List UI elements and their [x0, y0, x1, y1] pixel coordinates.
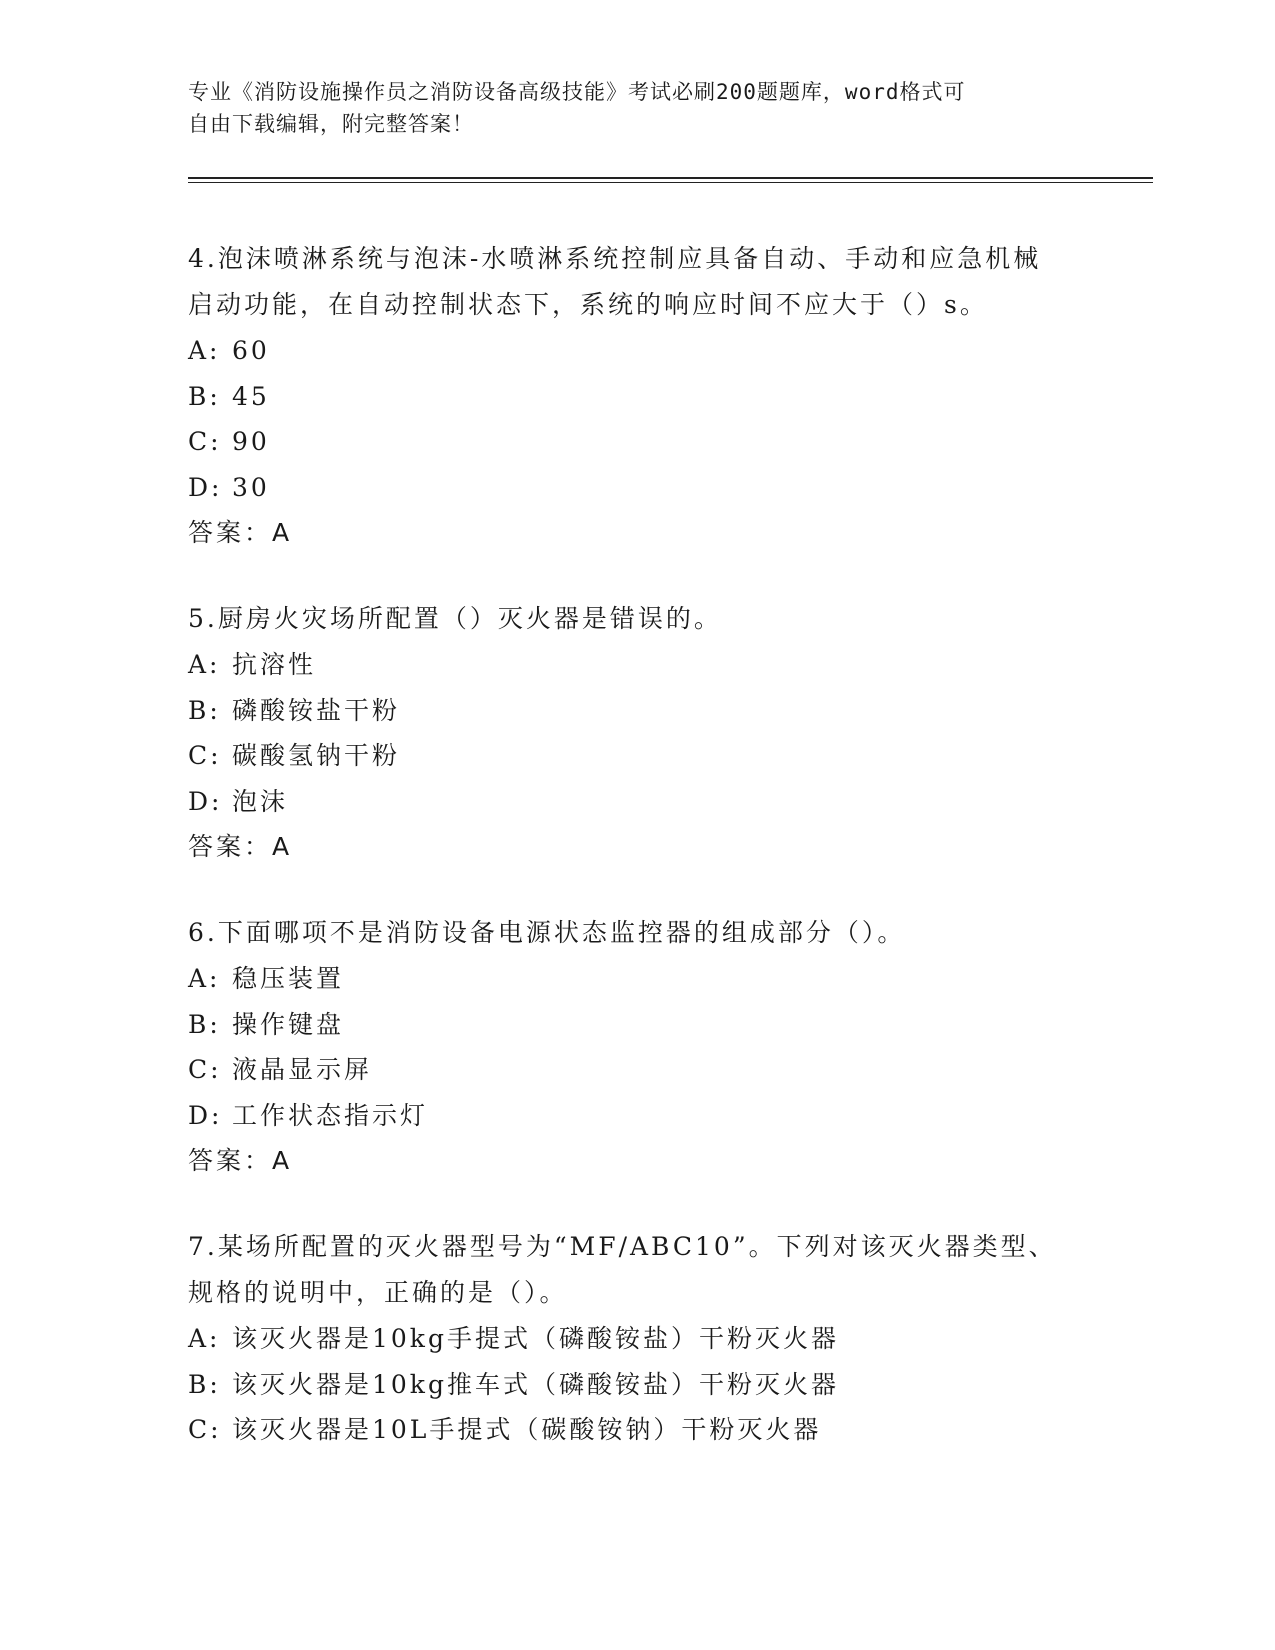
option-text: 90 — [232, 427, 270, 456]
option-a — [188, 328, 1108, 374]
option-text: 45 — [232, 381, 270, 411]
option-text: 泡沫 — [232, 786, 289, 816]
option-c — [188, 419, 1108, 465]
option-letter: C: — [188, 1055, 222, 1084]
question-text: 4.泡沫喷淋系统与泡沫-水喷淋系统控制应具备自动、手动和应急机械 — [188, 244, 1042, 273]
header-divider-thin — [188, 182, 1153, 183]
option-c — [188, 733, 1108, 779]
option-d — [188, 465, 1108, 511]
question-text-cont: 规格的说明中，正确的是（）。 — [188, 1278, 568, 1307]
option-b — [188, 1362, 1108, 1408]
option-text: 液晶显示屏 — [232, 1055, 373, 1084]
question-text: 7.某场所配置的灭火器型号为“MF/ABC10”。下列对该灭火器类型、 — [188, 1232, 1057, 1261]
option-letter: A: — [188, 336, 221, 365]
option-letter: B: — [188, 1009, 221, 1039]
question-text-cont: 启动功能，在自动控制状态下，系统的响应时间不应大于（）s。 — [188, 290, 988, 319]
option-a — [188, 1316, 1108, 1362]
option-b — [188, 688, 1108, 734]
option-text: 碳酸氢钠干粉 — [232, 741, 401, 770]
option-letter: C: — [188, 1415, 222, 1444]
option-letter: B: — [188, 695, 221, 725]
question-text: 5.厨房火灾场所配置（）灭火器是错误的。 — [188, 604, 722, 633]
header-line-1: 专业《消防设施操作员之消防设备高级技能》考试必刷200题题库，word格式可 — [188, 80, 966, 104]
option-text: 60 — [232, 336, 270, 365]
question-6 — [188, 910, 1108, 1184]
document-header — [188, 76, 1088, 140]
option-letter: D: — [188, 472, 223, 502]
option-d — [188, 779, 1108, 825]
header-divider-thick — [188, 177, 1153, 179]
option-letter: A: — [188, 1324, 221, 1353]
option-b — [188, 374, 1108, 420]
question-5 — [188, 596, 1108, 870]
question-7 — [188, 1224, 1108, 1453]
option-text: 磷酸铵盐干粉 — [232, 695, 401, 725]
answer: 答案：A — [188, 1146, 293, 1175]
option-text: 抗溶性 — [232, 650, 317, 679]
option-letter: C: — [188, 427, 222, 456]
option-c — [188, 1047, 1108, 1093]
option-letter: C: — [188, 741, 222, 770]
option-text: 操作键盘 — [232, 1009, 345, 1039]
option-a — [188, 956, 1108, 1002]
answer: 答案：A — [188, 518, 293, 547]
option-text: 该灭火器是10kg手提式（磷酸铵盐）干粉灭火器 — [232, 1324, 839, 1353]
option-b — [188, 1002, 1108, 1048]
option-letter: D: — [188, 786, 223, 816]
option-letter: B: — [188, 1369, 221, 1399]
option-letter: B: — [188, 381, 221, 411]
question-4 — [188, 236, 1108, 556]
option-a — [188, 642, 1108, 688]
answer: 答案：A — [188, 832, 293, 861]
header-line-2: 自由下载编辑，附完整答案！ — [188, 112, 474, 136]
option-letter: A: — [188, 650, 221, 679]
option-text: 工作状态指示灯 — [232, 1100, 429, 1130]
option-text: 稳压装置 — [232, 964, 345, 993]
option-text: 该灭火器是10kg推车式（磷酸铵盐）干粉灭火器 — [232, 1369, 839, 1399]
question-list — [188, 236, 1108, 1493]
option-c — [188, 1407, 1108, 1453]
option-letter: D: — [188, 1100, 223, 1130]
option-text: 30 — [232, 472, 270, 502]
option-letter: A: — [188, 964, 221, 993]
question-text: 6.下面哪项不是消防设备电源状态监控器的组成部分（）。 — [188, 918, 906, 947]
option-text: 该灭火器是10L手提式（碳酸铵钠）干粉灭火器 — [232, 1415, 822, 1444]
option-d — [188, 1093, 1108, 1139]
